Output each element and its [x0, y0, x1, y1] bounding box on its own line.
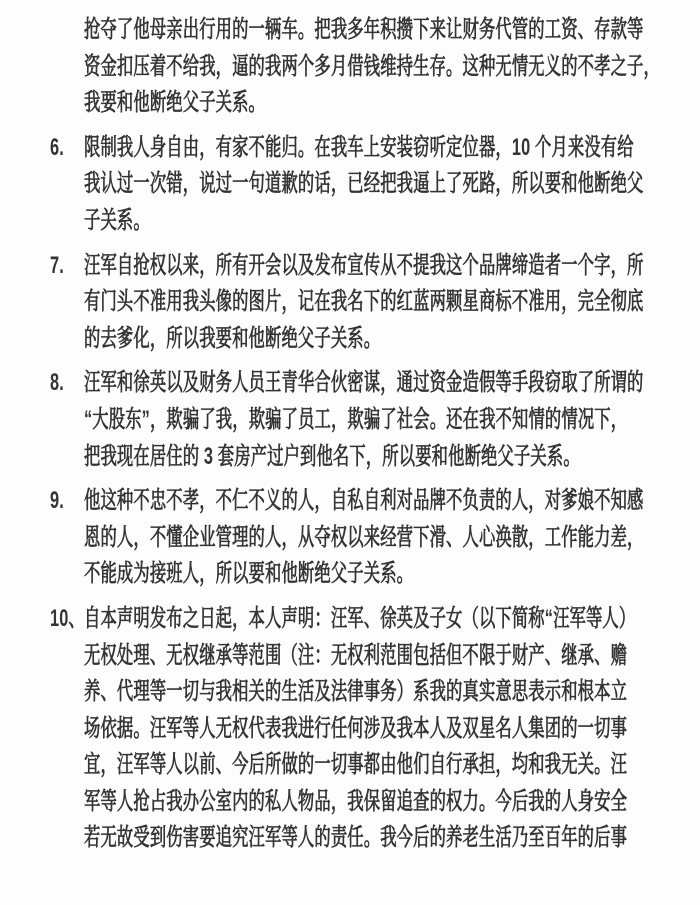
text-line-content: 子关系。 [84, 206, 150, 234]
text-line-content: 汪军和徐英以及财务人员王青华合伙密谋，通过资金造假等手段窃取了所谓的 [84, 369, 644, 397]
text-line-content: 有门头不准用我头像的图片，记在我名下的红蓝两颗星商标不准用，完全彻底 [84, 288, 644, 316]
text-line-content: 若无故受到伤害要追究汪军等人的责任。我今后的养老生活乃至百年的后事 [84, 824, 628, 852]
item-number [50, 248, 70, 285]
text-line-content: 抢夺了他母亲出行用的一辆车。把我多年积攒下来让财务代管的工资、存款等 [84, 16, 644, 43]
statement-item-7 [50, 248, 654, 358]
text-line [84, 601, 654, 638]
text-line [84, 784, 654, 821]
text-line-content: “大股东”，欺骗了我，欺骗了员工，欺骗了社会。还在我不知情的情况下， [84, 405, 628, 433]
text-line [84, 674, 654, 711]
text-line-content: 我认过一次错，说过一句道歉的话，已经把我逼上了死路，所以要和他断绝父 [84, 170, 644, 198]
item-number-text: 10、 [50, 604, 85, 632]
text-line-content: 恩的人，不懂企业管理的人，从夺权以来经营下滑、人心涣散，工作能力差， [84, 523, 644, 551]
text-line-content: 汪军自抢权以来，所有开会以及发布宣传从不提我这个品牌缔造者一个字，所 [84, 251, 644, 279]
text-line-content: 他这种不忠不孝，不仁不义的人，自私自利对品牌不负责的人，对爹娘不知感 [84, 487, 644, 515]
statement-item-9 [50, 483, 654, 593]
text-line [84, 203, 654, 240]
text-line [84, 520, 654, 557]
statement-item-5-continuation [84, 12, 660, 122]
text-line-content: 限制我人身自由，有家不能归。在我车上安装窃听定位器，10 个月来没有给 [84, 133, 634, 161]
item-number [50, 365, 70, 402]
text-line [84, 321, 654, 358]
text-line [84, 166, 654, 203]
text-line-content: 宜，汪军等人以前、今后所做的一切事都由他们自行承担，均和我无关。汪 [84, 751, 628, 779]
text-line [84, 556, 654, 593]
text-line-content: 的去爹化，所以我要和他断绝父子关系。 [84, 324, 381, 352]
text-line-content: 不能成为接班人，所以要和他断绝父子关系。 [84, 560, 414, 588]
text-line [84, 365, 654, 402]
text-line [84, 130, 654, 167]
text-line [84, 402, 654, 439]
text-line [84, 439, 654, 476]
item-number [50, 483, 70, 520]
text-line-content: 无权处理、无权继承等范围（注：无权利范围包括但不限于财产、继承、赡 [84, 641, 628, 669]
text-line-content: 资金扣压着不给我，逼的我两个多月借钱维持生存。这种无情无义的不孝之子， [84, 52, 660, 80]
text-line-content: 把我现在居住的 3 套房产过户到他名下，所以要和他断绝父子关系。 [84, 442, 580, 470]
text-line-content: 场依据。汪军等人无权代表我进行任何涉及我本人及双星名人集团的一切事 [84, 714, 628, 742]
statement-body [50, 12, 660, 865]
text-line [84, 711, 654, 748]
text-line [84, 248, 654, 285]
item-number-text: 6. [50, 133, 64, 161]
item-number [50, 130, 70, 167]
statement-item-6 [50, 130, 654, 240]
text-line [84, 638, 654, 675]
statement-item-8 [50, 365, 654, 475]
text-line [84, 49, 660, 86]
text-line-content: 养、代理等一切与我相关的生活及法律事务）系我的真实意思表示和根本立 [84, 678, 628, 706]
item-number-text: 9. [50, 487, 64, 515]
item-number-text: 8. [50, 369, 64, 397]
text-line [84, 747, 654, 784]
text-line-content: 自本声明发布之日起，本人声明：汪军、徐英及子女（以下简称“汪军等人） [84, 604, 636, 632]
text-line-content: 军等人抢占我办公室内的私人物品，我保留追查的权力。今后我的人身安全 [84, 787, 628, 815]
text-line-content: 我要和他断绝父子关系。 [84, 89, 266, 117]
text-line [84, 12, 654, 49]
text-line [84, 85, 654, 122]
text-line [84, 284, 654, 321]
statement-item-10 [50, 601, 654, 857]
text-line [84, 483, 654, 520]
item-number-text: 7. [50, 251, 64, 279]
text-line [84, 820, 654, 857]
